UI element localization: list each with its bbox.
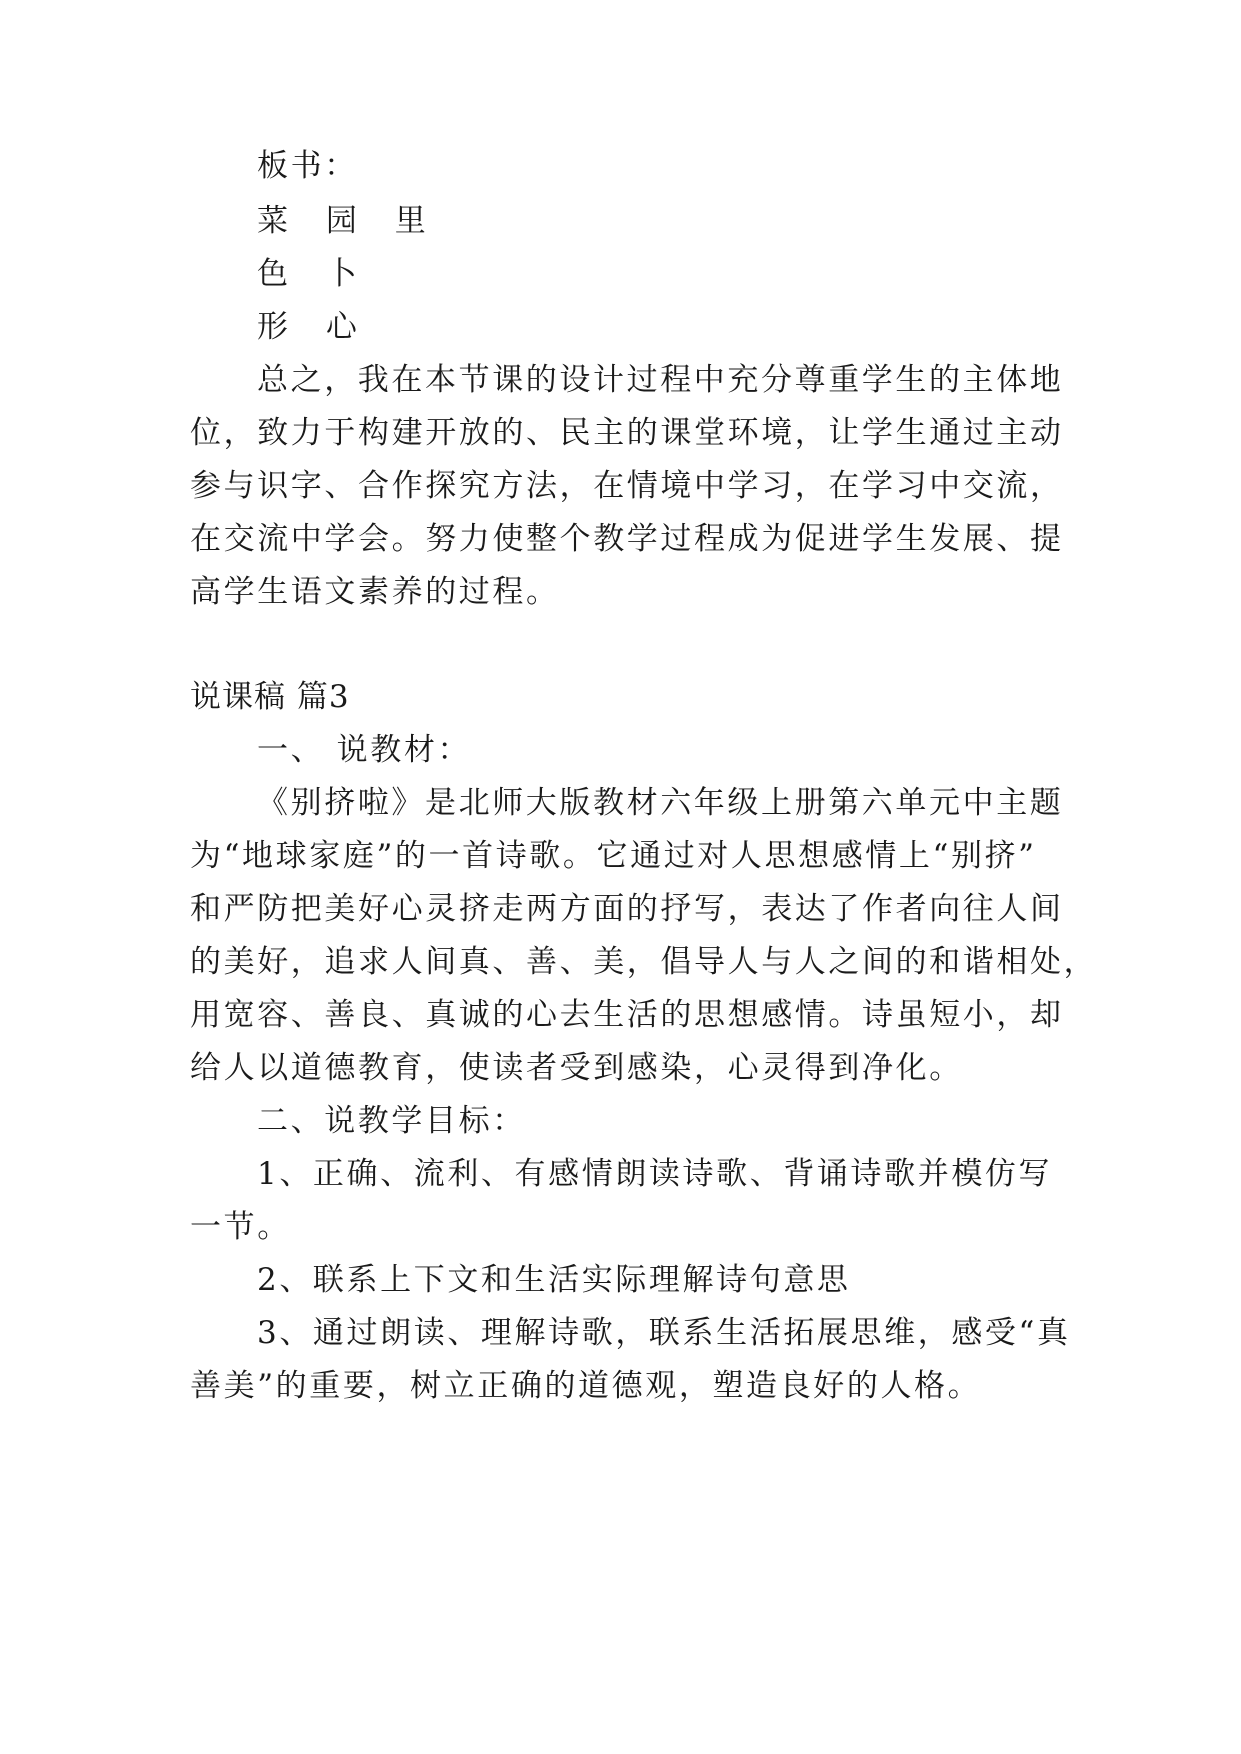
summary-line-5: 高学生语文素养的过程。: [190, 574, 560, 610]
part1-line-5: 用宽容、善良、真诚的心去生活的思想感情。诗虽短小，却: [190, 997, 1064, 1033]
part1-line-3: 和严防把美好心灵挤走两方面的抒写，表达了作者向往人间: [190, 891, 1064, 927]
part1-heading: 一、 说教材：: [257, 732, 472, 768]
board-label: 板书：: [257, 148, 358, 184]
part2-heading: 二、说教学目标：: [257, 1103, 526, 1139]
part1-line-4: 的美好，追求人间真、善、美，倡导人与人之间的和谐相处，: [190, 944, 1098, 980]
section-title: 说课稿 篇3: [190, 679, 350, 715]
summary-line-4: 在交流中学会。努力使整个教学过程成为促进学生发展、提: [190, 521, 1064, 557]
part1-line-2: 为“地球家庭”的一首诗歌。它通过对人思想感情上“别挤”: [190, 838, 1037, 874]
summary-line-1: 总之，我在本节课的设计过程中充分尊重学生的主体地: [257, 362, 1064, 398]
part1-line-6: 给人以道德教育，使读者受到感染，心灵得到净化。: [190, 1050, 963, 1086]
board-row-1: 菜 园 里: [257, 203, 440, 239]
summary-line-3: 参与识字、合作探究方法，在情境中学习，在学习中交流，: [190, 468, 1064, 504]
goal1-line-2: 一节。: [190, 1209, 291, 1245]
summary-line-2: 位，致力于构建开放的、民主的课堂环境，让学生通过主动: [190, 415, 1064, 451]
board-row-2: 色 卜: [257, 256, 371, 292]
goal3-line-1: 3、通过朗读、理解诗歌，联系生活拓展思维，感受“真: [257, 1315, 1071, 1351]
goal1-line-1: 1、正确、流利、有感情朗读诗歌、背诵诗歌并模仿写: [257, 1156, 1053, 1192]
board-row-3: 形 心: [257, 309, 371, 345]
part1-line-1: 《别挤啦》是北师大版教材六年级上册第六单元中主题: [257, 785, 1064, 821]
goal3-line-2: 善美”的重要，树立正确的道德观，塑造良好的人格。: [190, 1368, 982, 1404]
goal2-line: 2、联系上下文和生活实际理解诗句意思: [257, 1262, 851, 1298]
